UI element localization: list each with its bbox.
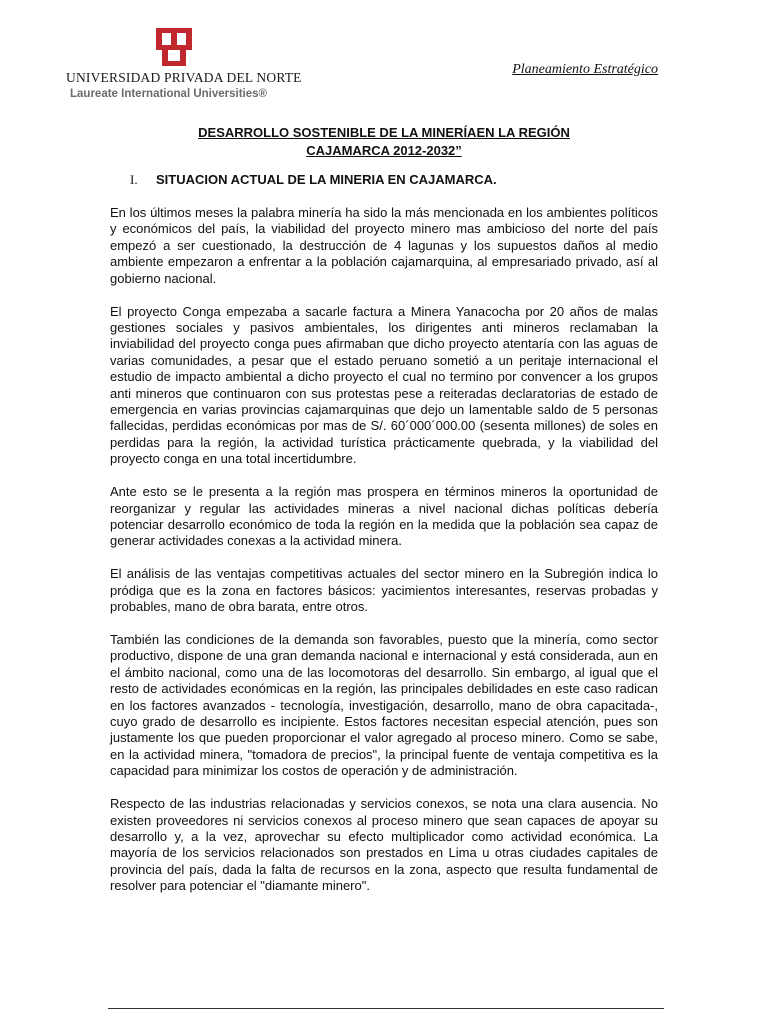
paragraph: El análisis de las ventajas competitivas actuales del sector minero en la Subregión indica lo pródiga que es la zona en factores básicos: yacimientos interesantes, reservas probadas y probables, mano de obra barata, entre otros. [110, 566, 658, 615]
upn-logo-icon [154, 28, 194, 66]
document-body [110, 205, 658, 911]
paragraph: También las condiciones de la demanda son favorables, puesto que la minería, como sector productivo, dispone de una gran demanda nacional e internacional y está considerada, aun en el ámbito nacional, como una de las locomotoras del desarrollo. Sin embargo, al igual que el resto de actividades económicas en la región, las principales debilidades en este caso radican en los factores avanzados - tecnología, investigación, desarrollo, mano de obra capacitada-, cuyo grado de desarrollo es incipiente. Estos factores necesitan especial atención, pues son justamente los que pueden proporcionar el valor agregado al proceso minero. Como se sabe, en la actividad minera, "tomadora de precios", la principal fuente de ventaja competitiva es la capacidad para minimizar los costos de operación y de administración. [110, 631, 658, 779]
paragraph: El proyecto Conga empezaba a sacarle factura a Minera Yanacocha por 20 años de malas gestiones sociales y pasivos ambientales, los dirigentes anti mineros reclamaban la inviabilidad del proyecto conga pues afirmaban que dicho proyecto atentaría con las aguas de varias comunidades, a pesar que el estado peruano sometió a un peritaje internacional el estudio de impacto ambiental a dicho proyecto el cual no termino por convencer a los grupos anti mineros que continuaron con sus protestas pese a reiteradas declaratorias de estado de emergencia en varias provincias cajamarquinas que dejo un lamentable saldo de 5 personas fallecidas, perdidas económicas por mas de S/. 60´000´000.00 (sesenta millones) de soles en perdidas para la región, la actividad turística prácticamente quebrada, y la viabilidad del proyecto conga en una total incertidumbre. [110, 303, 658, 467]
course-header: Planeamiento Estratégico [512, 62, 658, 77]
network-name: Laureate International Universities® [70, 88, 268, 100]
institution-name: UNIVERSIDAD PRIVADA DEL NORTE [66, 70, 302, 85]
document-title [110, 124, 658, 160]
paragraph: Ante esto se le presenta a la región mas prospera en términos mineros la oportunidad de reorganizar y regular las actividades mineras a nivel nacional dichas políticas debería potenciar desarrollo económico de toda la región en la medida que la población sea capaz de generar actividades conexas a la actividad minera. [110, 484, 658, 549]
section-number: I. [130, 172, 138, 187]
paragraph: En los últimos meses la palabra minería ha sido la más mencionada en los ambientes políticos y económicos del país, la viabilidad del proyecto minero mas ambicioso del norte del país empezó a ser cuestionado, la destrucción de 4 lagunas y los supuestos daños al medio ambiente empezaron a enfrentar a la población cajamarquina, al empresariado privado, así al gobierno nacional. [110, 205, 658, 286]
title-line-1: DESARROLLO SOSTENIBLE DE LA MINERÍAEN LA REGIÓN [198, 125, 570, 140]
section-heading [130, 172, 497, 188]
section-title: SITUACION ACTUAL DE LA MINERIA EN CAJAMARCA. [156, 172, 497, 187]
footer-divider [108, 1008, 664, 1009]
title-line-2: CAJAMARCA 2012-2032” [306, 143, 462, 158]
paragraph: Respecto de las industrias relacionadas y servicios conexos, se nota una clara ausencia. No existen proveedores ni servicios conexos al proceso minero que sean capaces de apoyar su desarrollo y, a la vez, aprovechar su efecto multiplicador como actividad económica. La mayoría de los servicios relacionados son prestados en Lima u otras ciudades capitales de provincia del país, dada la falta de recursos en la zona, aspecto que resulta fundamental de resolver para potenciar el "diamante minero". [110, 796, 658, 894]
